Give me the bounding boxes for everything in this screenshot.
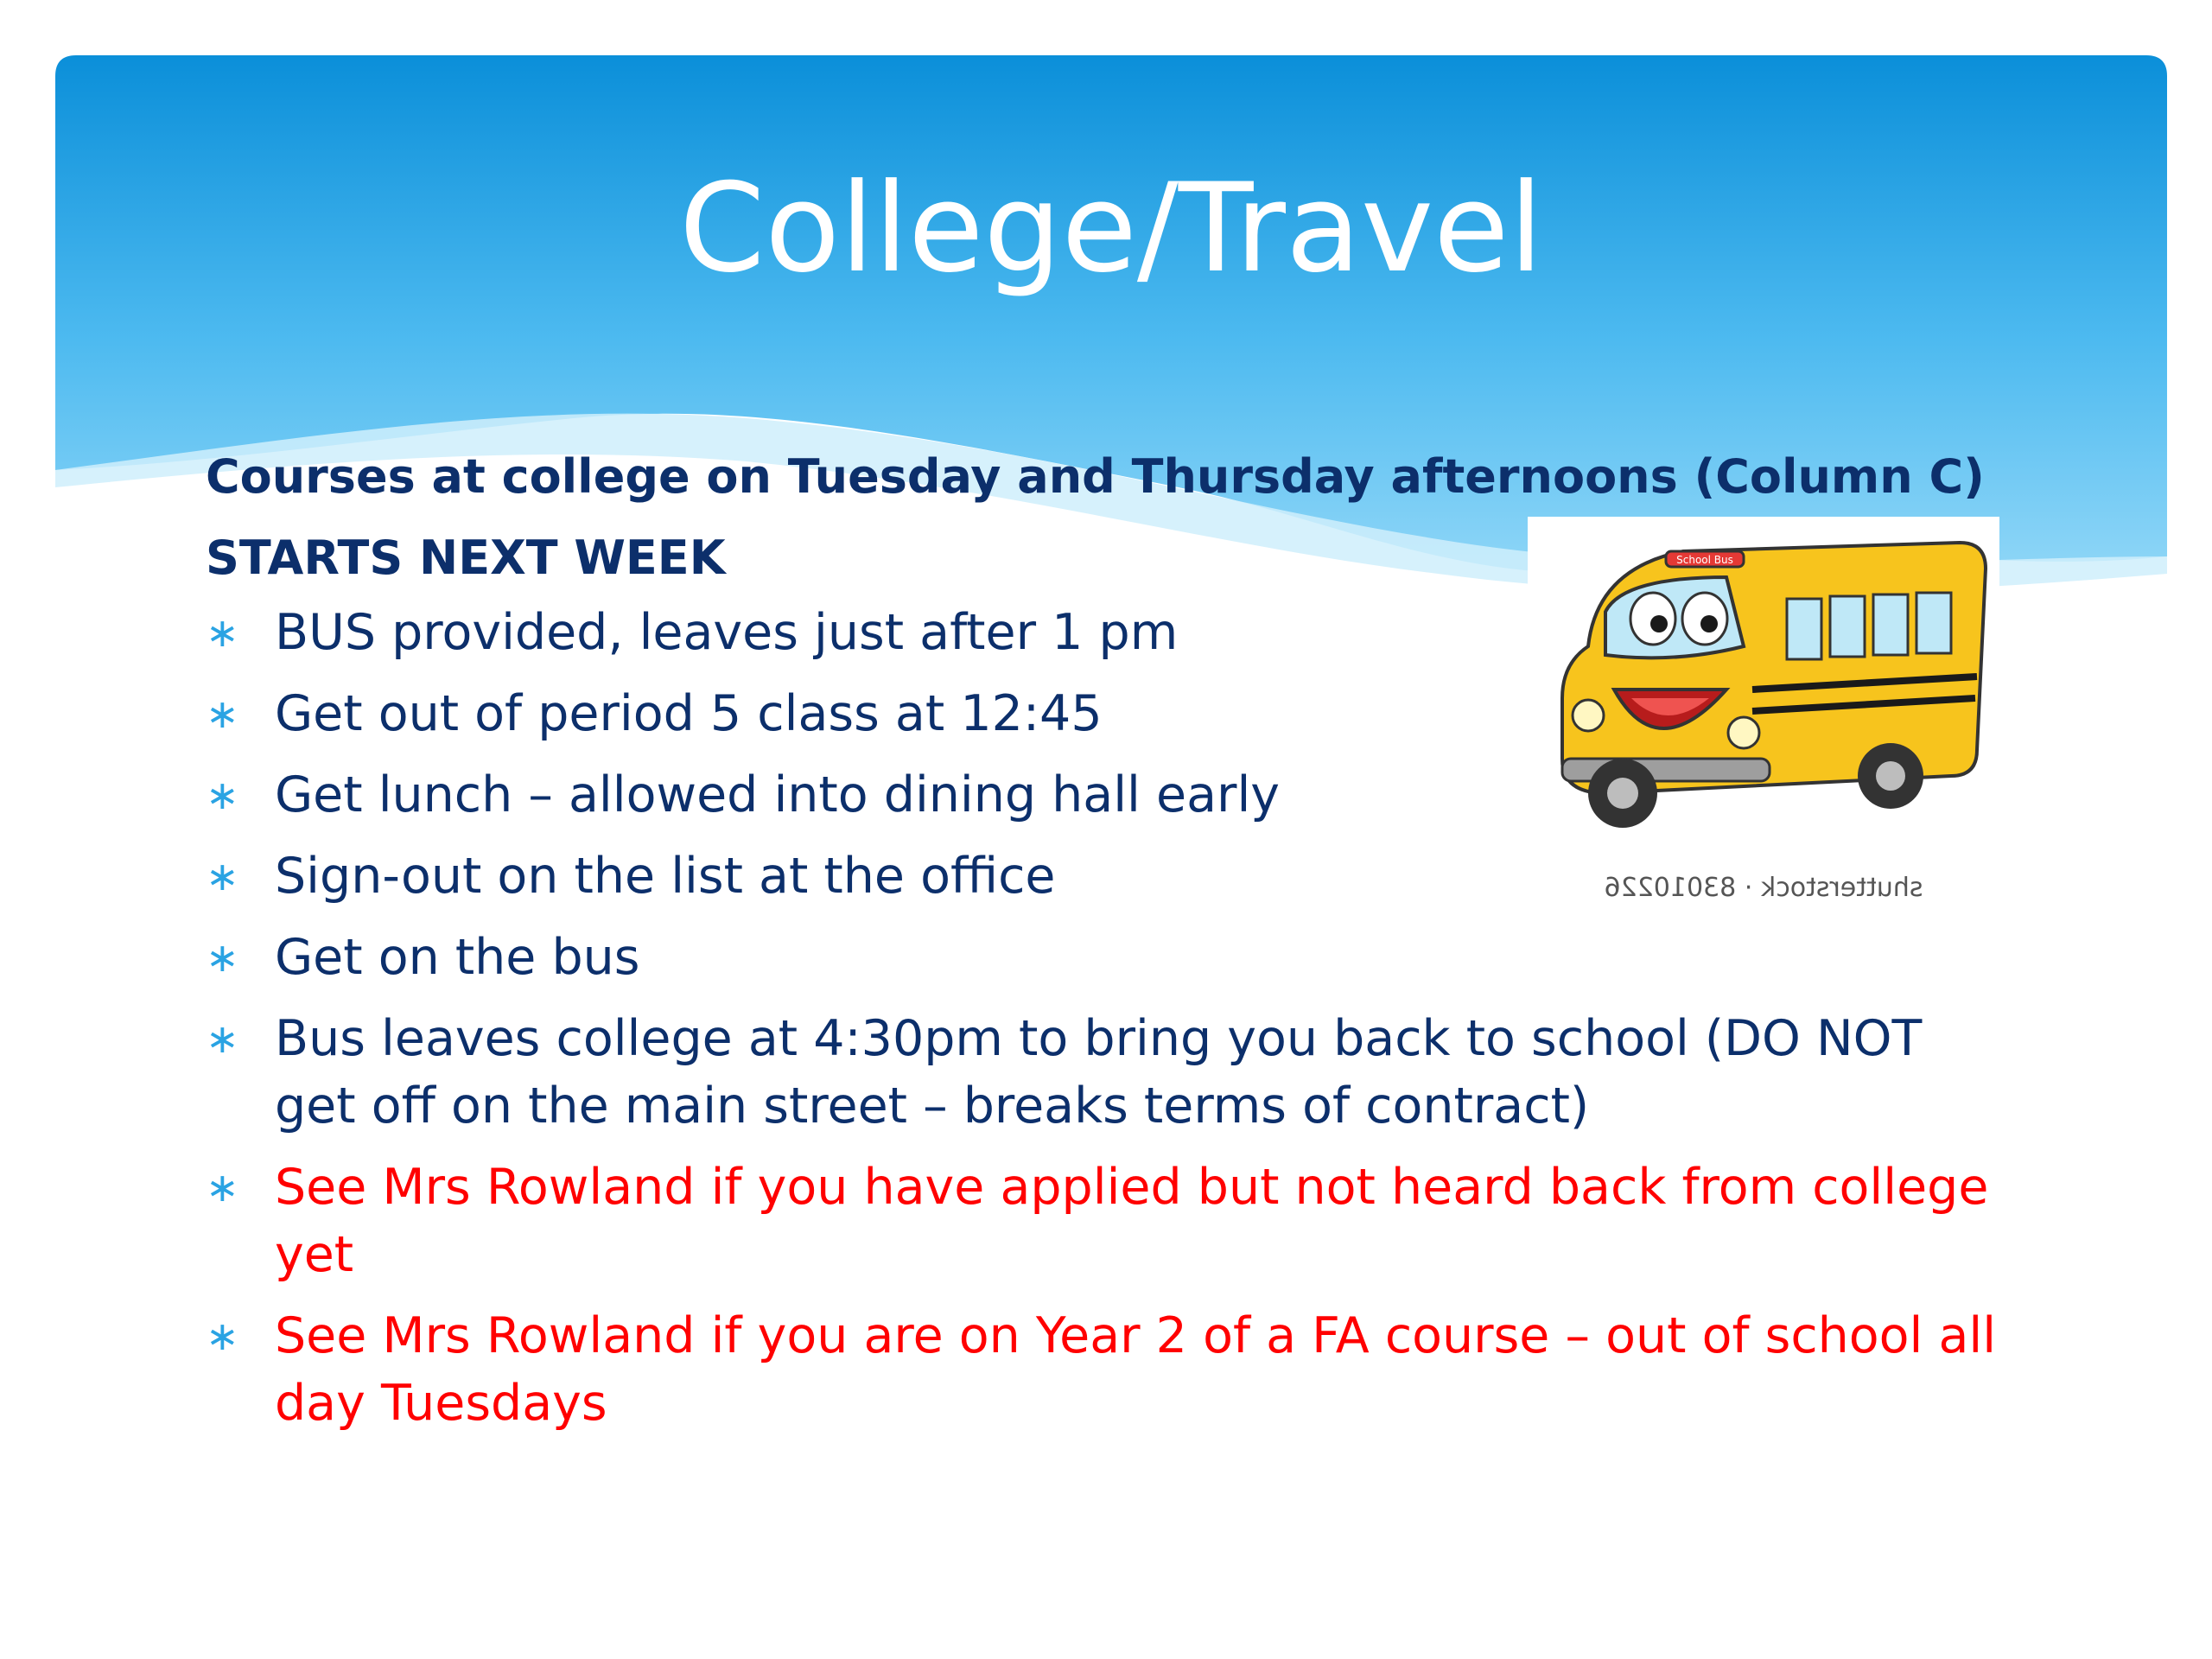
asterisk-bullet-icon: ∗ [206,609,239,656]
bullet-item [206,1005,2003,1140]
bullet-text: Get out of period 5 class at 12:45 [275,685,1103,742]
asterisk-bullet-icon: ∗ [206,1015,239,1062]
slide-body [206,436,2020,1451]
bullet-item-highlight [206,1154,2003,1288]
image-watermark: shutterstock · 83010226 [1604,873,1923,903]
bullet-item [206,680,1484,747]
bullet-item-highlight [206,1302,2003,1437]
bus-sign-text: School Bus [1676,554,1733,566]
bullet-text: Sign-out on the list at the office [275,848,1056,905]
asterisk-bullet-icon: ∗ [206,1313,239,1359]
slide-title: College/Travel [679,157,1543,300]
bullet-list [206,599,2020,1437]
bullet-text: Get lunch – allowed into dining hall early [275,766,1281,823]
bullet-text: See Mrs Rowland if you are on Year 2 of a FA course – out of school all day Tuesdays [275,1307,1997,1432]
asterisk-bullet-icon: ∗ [206,934,239,981]
asterisk-bullet-icon: ∗ [206,1164,239,1211]
slide-subheading: STARTS NEXT WEEK [206,531,726,585]
asterisk-bullet-icon: ∗ [206,853,239,899]
asterisk-bullet-icon: ∗ [206,772,239,818]
bullet-item [206,761,1484,829]
bullet-text: Bus leaves college at 4:30pm to bring you back to school (DO NOT get off on the main street – breaks terms of contract) [275,1010,1923,1135]
asterisk-bullet-icon: ∗ [206,690,239,737]
bullet-text: Get on the bus [275,929,640,986]
slide-heading: Courses at college on Tuesday and Thursday afternoons (Column C) [206,449,1985,504]
bullet-text: BUS provided, leaves just after 1 pm [275,604,1179,661]
bullet-item [206,924,1484,991]
bullet-item [206,599,1484,666]
bullet-item [206,842,1484,910]
bullet-text: See Mrs Rowland if you have applied but not heard back from college yet [275,1159,1989,1283]
